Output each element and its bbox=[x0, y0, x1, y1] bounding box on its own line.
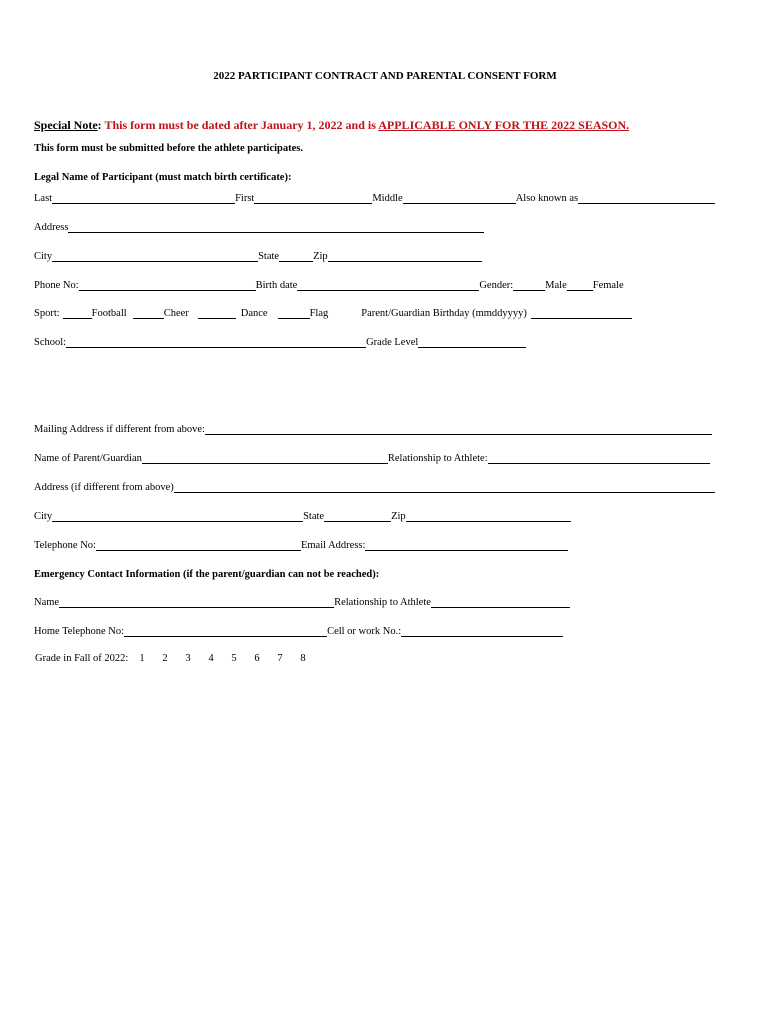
football-checkbox[interactable] bbox=[63, 308, 92, 319]
email-label: Email Address: bbox=[300, 540, 366, 551]
city-label: City bbox=[34, 251, 53, 262]
flag-checkbox[interactable] bbox=[278, 308, 310, 319]
grade-option-4[interactable]: 4 bbox=[208, 653, 214, 664]
participant-address-row bbox=[34, 219, 484, 233]
submit-note: This form must be submitted before the athlete participates. bbox=[34, 143, 303, 154]
grade-option-1[interactable]: 1 bbox=[139, 653, 145, 664]
home-phone-label: Home Telephone No: bbox=[34, 626, 125, 637]
relationship-field[interactable] bbox=[488, 453, 710, 464]
guardian-address-field[interactable] bbox=[174, 482, 715, 493]
school-field[interactable] bbox=[66, 337, 366, 348]
guardian-zip-label: Zip bbox=[391, 511, 406, 522]
grade-fall-label: Grade in Fall of 2022: bbox=[35, 653, 129, 664]
telephone-label: Telephone No: bbox=[34, 540, 96, 551]
grade-option-7[interactable]: 7 bbox=[277, 653, 283, 664]
email-field[interactable] bbox=[365, 540, 568, 551]
grade-option-8[interactable]: 8 bbox=[300, 653, 306, 664]
cheer-checkbox[interactable] bbox=[133, 308, 164, 319]
football-label: Football bbox=[91, 308, 127, 319]
birth-date-label: Birth date bbox=[255, 280, 298, 291]
guardian-birthday-label: Parent/Guardian Birthday (mmddyyyy) bbox=[361, 308, 527, 319]
first-name-label: First bbox=[235, 193, 255, 204]
emergency-name-field[interactable] bbox=[59, 597, 334, 608]
state-label: State bbox=[258, 251, 280, 262]
male-label: Male bbox=[545, 280, 567, 291]
guardian-name-row bbox=[34, 450, 710, 464]
participant-name-row bbox=[34, 190, 715, 204]
dance-checkbox[interactable] bbox=[198, 308, 236, 319]
guardian-address-label: Address (if different from above) bbox=[34, 482, 174, 493]
grade-level-field[interactable] bbox=[418, 337, 526, 348]
female-label: Female bbox=[592, 280, 624, 291]
middle-name-label: Middle bbox=[372, 193, 403, 204]
guardian-state-label: State bbox=[303, 511, 325, 522]
participant-sport-row bbox=[34, 305, 632, 319]
emergency-phone-row bbox=[34, 623, 563, 637]
address-field[interactable] bbox=[68, 222, 484, 233]
guardian-contact-row bbox=[34, 537, 568, 551]
address-label: Address bbox=[34, 222, 69, 233]
participant-phone-row bbox=[34, 277, 624, 291]
emergency-relationship-field[interactable] bbox=[431, 597, 570, 608]
special-note-emphasis: APPLICABLE ONLY FOR THE 2022 SEASON. bbox=[378, 118, 630, 132]
relationship-label: Relationship to Athlete: bbox=[387, 453, 488, 464]
guardian-city-field[interactable] bbox=[52, 511, 303, 522]
grade-option-5[interactable]: 5 bbox=[231, 653, 237, 664]
emergency-name-row bbox=[34, 594, 570, 608]
phone-label: Phone No: bbox=[34, 280, 79, 291]
telephone-field[interactable] bbox=[96, 540, 301, 551]
grade-level-label: Grade Level bbox=[366, 337, 419, 348]
grade-fall-row bbox=[35, 650, 323, 664]
aka-label: Also known as bbox=[515, 193, 579, 204]
emergency-heading: Emergency Contact Information (if the parent/guardian can not be reached): bbox=[34, 569, 380, 580]
zip-label: Zip bbox=[313, 251, 328, 262]
flag-label: Flag bbox=[309, 308, 329, 319]
emergency-name-label: Name bbox=[34, 597, 60, 608]
city-field[interactable] bbox=[52, 251, 258, 262]
legal-name-heading: Legal Name of Participant (must match birth certificate): bbox=[34, 172, 292, 183]
mailing-address-field[interactable] bbox=[205, 424, 712, 435]
guardian-city-label: City bbox=[34, 511, 53, 522]
special-note-text: This form must be dated after January 1, 2022 and is bbox=[104, 118, 379, 132]
cheer-label: Cheer bbox=[163, 308, 189, 319]
guardian-zip-field[interactable] bbox=[406, 511, 571, 522]
special-note-label: Special Note bbox=[34, 118, 98, 132]
cell-field[interactable] bbox=[401, 626, 563, 637]
aka-field[interactable] bbox=[578, 193, 715, 204]
special-note bbox=[34, 118, 629, 133]
mailing-address-label: Mailing Address if different from above: bbox=[34, 424, 205, 435]
grade-option-3[interactable]: 3 bbox=[185, 653, 191, 664]
grade-option-2[interactable]: 2 bbox=[162, 653, 168, 664]
participant-school-row bbox=[34, 334, 526, 348]
school-label: School: bbox=[34, 337, 67, 348]
female-checkbox[interactable] bbox=[567, 280, 593, 291]
gender-label: Gender: bbox=[479, 280, 514, 291]
phone-field[interactable] bbox=[79, 280, 256, 291]
guardian-city-row bbox=[34, 508, 571, 522]
dance-label: Dance bbox=[240, 308, 268, 319]
last-name-label: Last bbox=[34, 193, 53, 204]
male-checkbox[interactable] bbox=[513, 280, 545, 291]
form-title: 2022 PARTICIPANT CONTRACT AND PARENTAL CONSENT FORM bbox=[213, 70, 557, 82]
emergency-relationship-label: Relationship to Athlete bbox=[334, 597, 431, 608]
guardian-name-label: Name of Parent/Guardian bbox=[34, 453, 142, 464]
guardian-birthday-field[interactable] bbox=[531, 308, 632, 319]
grade-option-6[interactable]: 6 bbox=[254, 653, 260, 664]
cell-label: Cell or work No.: bbox=[327, 626, 402, 637]
special-note-colon: : bbox=[97, 118, 105, 132]
last-name-field[interactable] bbox=[52, 193, 235, 204]
guardian-name-field[interactable] bbox=[142, 453, 388, 464]
state-field[interactable] bbox=[279, 251, 313, 262]
guardian-state-field[interactable] bbox=[324, 511, 391, 522]
mailing-address-row bbox=[34, 421, 712, 435]
home-phone-field[interactable] bbox=[124, 626, 327, 637]
guardian-address-row bbox=[34, 479, 715, 493]
first-name-field[interactable] bbox=[254, 193, 372, 204]
sport-label: Sport: bbox=[34, 308, 60, 319]
middle-name-field[interactable] bbox=[403, 193, 516, 204]
zip-field[interactable] bbox=[328, 251, 482, 262]
birth-date-field[interactable] bbox=[297, 280, 479, 291]
participant-city-row bbox=[34, 248, 482, 262]
